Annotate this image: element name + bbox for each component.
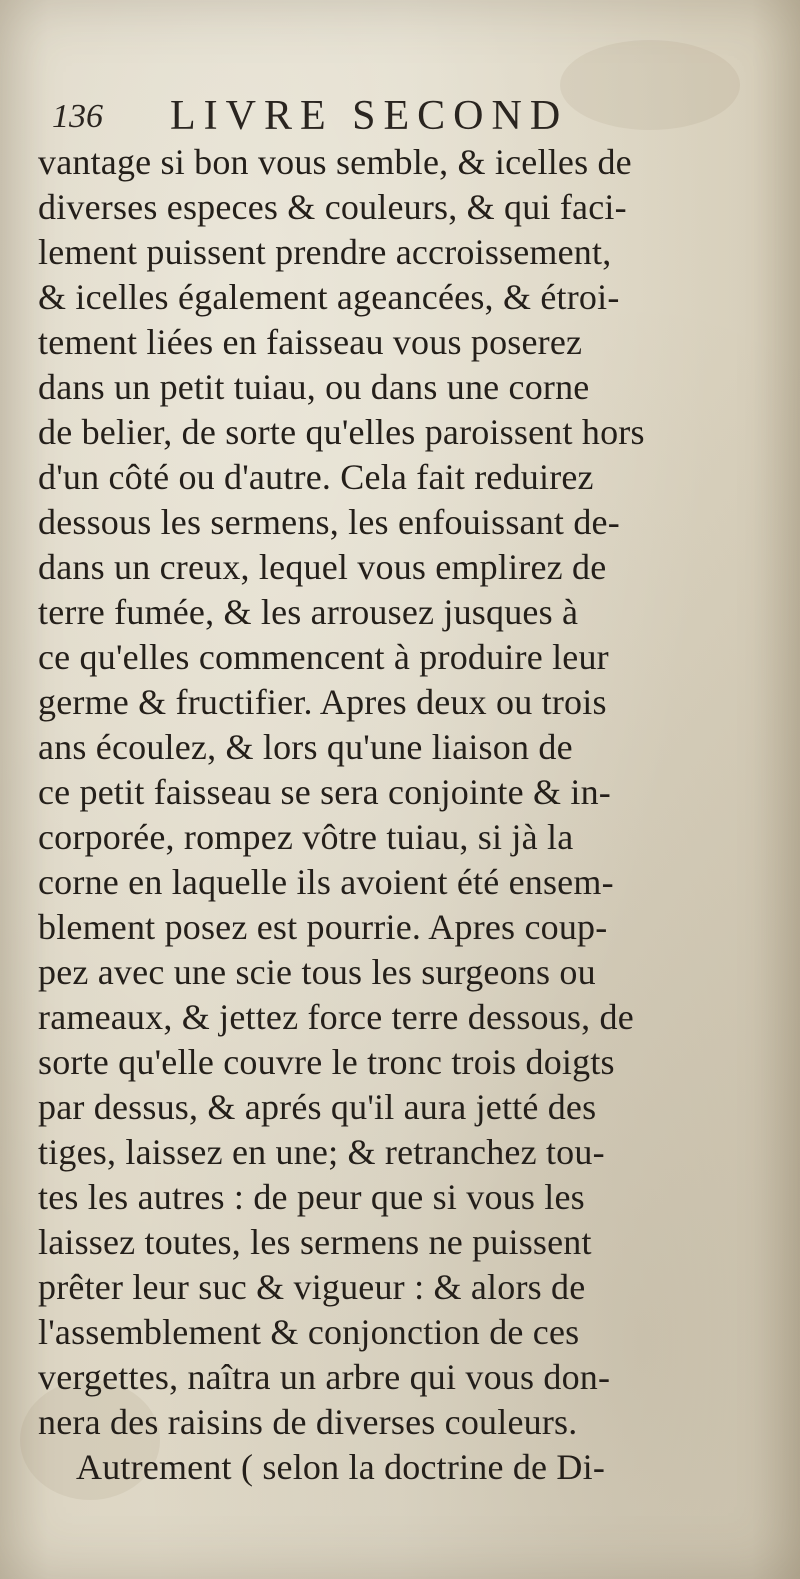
body-text <box>38 140 718 1490</box>
text-line: sorte qu'elle couvre le tronc trois doigts <box>38 1042 615 1082</box>
text-line: l'assemblement & conjonction de ces <box>38 1312 580 1352</box>
text-line: ce petit faisseau se sera conjointe & in- <box>38 772 611 812</box>
page-number: 136 <box>52 98 103 135</box>
text-line: par dessus, & aprés qu'il aura jetté des <box>38 1087 597 1127</box>
text-line: corne en laquelle ils avoient été ensem- <box>38 862 614 902</box>
text-line: vergettes, naîtra un arbre qui vous don- <box>38 1357 611 1397</box>
text-line: tes les autres : de peur que si vous les <box>38 1177 585 1217</box>
text-line: vantage si bon vous semble, & icelles de <box>38 142 632 182</box>
text-line: rameaux, & jettez force terre dessous, de <box>38 997 634 1037</box>
text-line: corporée, rompez vôtre tuiau, si jà la <box>38 817 574 857</box>
text-line: d'un côté ou d'autre. Cela fait reduirez <box>38 457 594 497</box>
text-line: & icelles également ageancées, & étroi- <box>38 277 620 317</box>
text-line: dans un petit tuiau, ou dans une corne <box>38 367 590 407</box>
text-line: germe & fructifier. Apres deux ou trois <box>38 682 607 722</box>
text-line: laissez toutes, les sermens ne puissent <box>38 1222 592 1262</box>
text-line: prêter leur suc & vigueur : & alors de <box>38 1267 586 1307</box>
text-line: dessous les sermens, les enfouissant de- <box>38 502 620 542</box>
text-line: lement puissent prendre accroissement, <box>38 232 612 272</box>
text-line: tiges, laissez en une; & retranchez tou- <box>38 1132 605 1172</box>
text-line: blement posez est pourrie. Apres coup- <box>38 907 608 947</box>
text-line: diverses especes & couleurs, & qui faci- <box>38 187 627 227</box>
text-line: pez avec une scie tous les surgeons ou <box>38 952 596 992</box>
text-line: de belier, de sorte qu'elles paroissent hors <box>38 412 645 452</box>
text-line: tement liées en faisseau vous poserez <box>38 322 583 362</box>
text-line: ce qu'elles commencent à produire leur <box>38 637 609 677</box>
paragraph-start-line: Autrement ( selon la doctrine de Di- <box>76 1447 606 1487</box>
text-line: dans un creux, lequel vous emplirez de <box>38 547 607 587</box>
running-head: LIVRE SECOND <box>170 93 569 139</box>
text-line: ans écoulez, & lors qu'une liaison de <box>38 727 573 767</box>
text-line: terre fumée, & les arrousez jusques à <box>38 592 579 632</box>
text-line: nera des raisins de diverses couleurs. <box>38 1402 578 1442</box>
